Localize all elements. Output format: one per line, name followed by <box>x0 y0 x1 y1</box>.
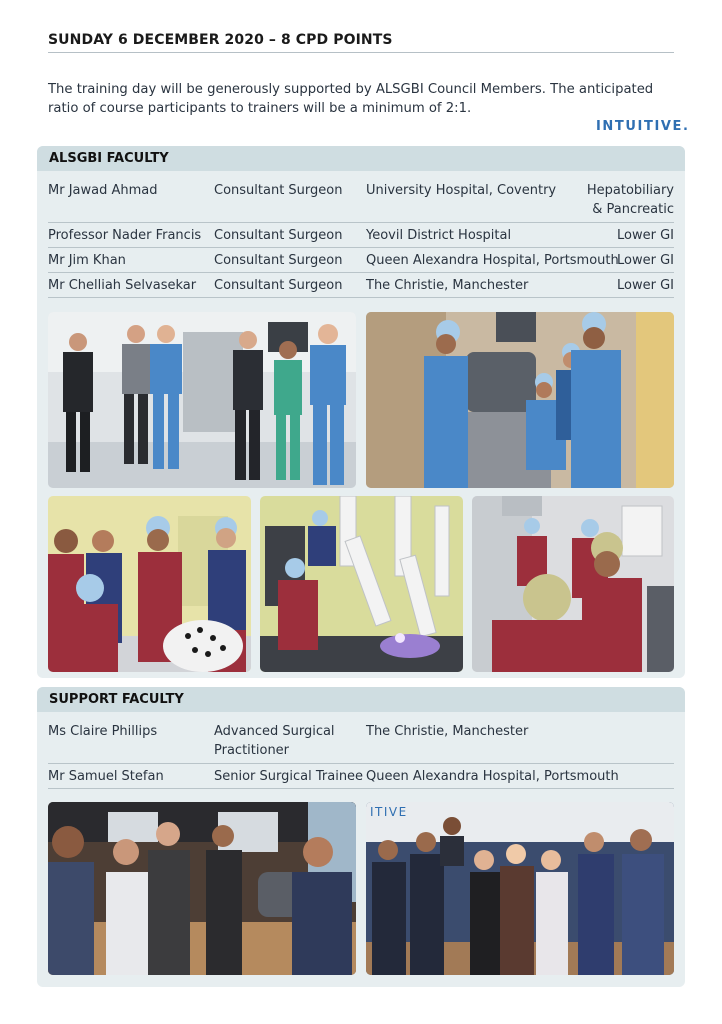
photo-faculty-banner <box>366 802 674 975</box>
faculty-name: Ms Claire Phillips <box>48 724 158 739</box>
photo-conference-delegates <box>48 802 356 975</box>
table-row <box>48 178 674 223</box>
faculty-name: Mr Jim Khan <box>48 253 126 268</box>
alsgbi-faculty-heading: ALSGBI FACULTY <box>37 146 685 171</box>
faculty-hospital: University Hospital, Coventry <box>366 183 557 198</box>
faculty-role-line2: Practitioner <box>214 743 290 758</box>
faculty-name: Mr Samuel Stefan <box>48 769 164 784</box>
intro-paragraph: The training day will be generously supported by ALSGBI Council Members. The anticipated ratio of course participants to trainers will be a minimum of 2:1. <box>48 82 654 116</box>
faculty-name: Mr Jawad Ahmad <box>48 183 158 198</box>
table-row <box>48 273 674 298</box>
table-row <box>48 248 674 273</box>
faculty-role: Consultant Surgeon <box>214 253 343 268</box>
faculty-hospital: Queen Alexandra Hospital, Portsmouth <box>366 769 619 784</box>
page-title: SUNDAY 6 DECEMBER 2020 – 8 CPD POINTS <box>48 32 674 53</box>
photo-faculty-group <box>48 312 356 488</box>
faculty-hospital: Queen Alexandra Hospital, Portsmouth <box>366 253 619 268</box>
faculty-specialty: Lower GI <box>617 253 674 268</box>
table-row <box>48 764 674 789</box>
faculty-role: Consultant Surgeon <box>214 278 343 293</box>
faculty-specialty: Lower GI <box>617 228 674 243</box>
table-row <box>48 719 674 764</box>
faculty-specialty-line2: & Pancreatic <box>592 202 674 217</box>
faculty-name: Mr Chelliah Selvasekar <box>48 278 197 293</box>
photo-robot-arms <box>260 496 463 672</box>
photo-training-group <box>48 496 251 672</box>
banner-text: ITIVE <box>370 805 408 819</box>
faculty-specialty: Hepatobiliary <box>586 183 674 198</box>
photo-surgeons-console <box>366 312 674 488</box>
intuitive-logo: INTUITIVE. <box>596 119 690 134</box>
table-row <box>48 223 674 248</box>
alsgbi-faculty-table <box>48 178 674 298</box>
faculty-role: Consultant Surgeon <box>214 228 343 243</box>
support-faculty-heading: SUPPORT FACULTY <box>37 687 685 712</box>
faculty-hospital: The Christie, Manchester <box>366 724 529 739</box>
faculty-specialty: Lower GI <box>617 278 674 293</box>
faculty-name: Professor Nader Francis <box>48 228 202 243</box>
faculty-role: Advanced Surgical <box>214 724 335 739</box>
faculty-role: Consultant Surgeon <box>214 183 343 198</box>
faculty-hospital: The Christie, Manchester <box>366 278 529 293</box>
support-faculty-table <box>48 719 674 789</box>
faculty-role: Senior Surgical Trainee <box>214 769 364 784</box>
faculty-hospital: Yeovil District Hospital <box>366 228 512 243</box>
photo-trainee-console <box>472 496 674 672</box>
